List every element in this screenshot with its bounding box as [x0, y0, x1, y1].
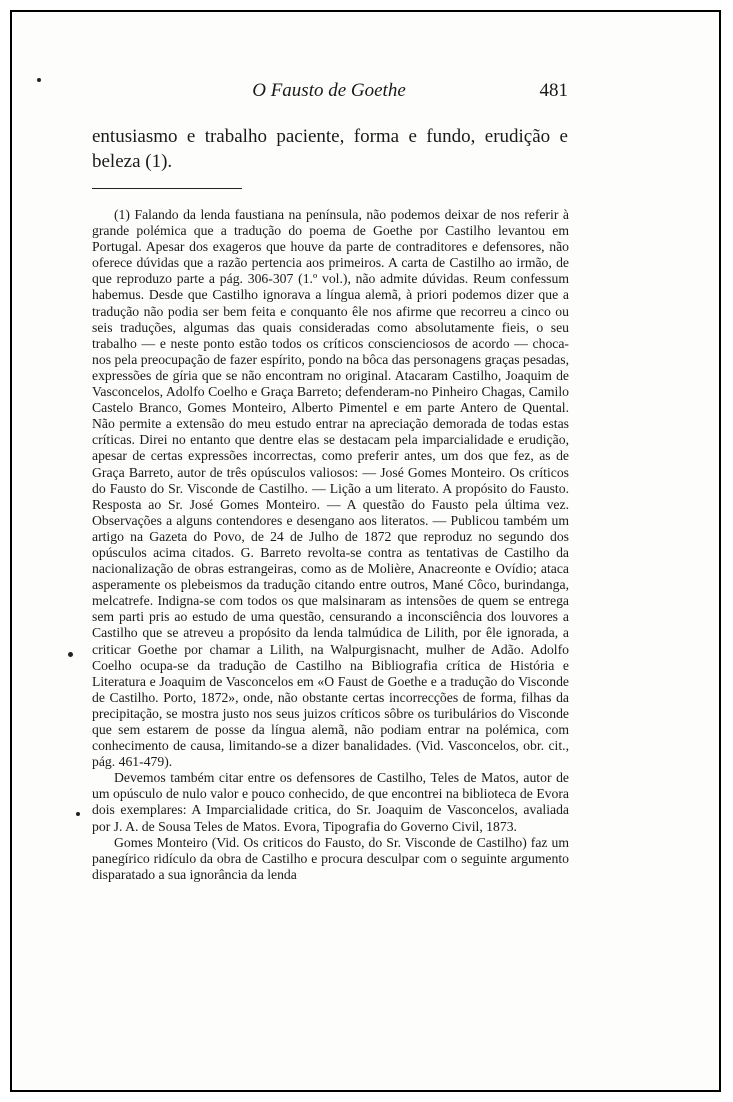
running-title: O Fausto de Goethe	[252, 80, 406, 101]
footnote-paragraph: Gomes Monteiro (Vid. Os criticos do Fausto, do Sr. Visconde de Castilho) faz um panegírico ridículo da obra de Castilho e procura desculpar com o seguinte argumento disparatado a sua ignorância da lenda	[92, 834, 569, 882]
footnote-paragraph: (1) Falando da lenda faustiana na península, não podemos deixar de nos referir à grande polémica que a tradução do poema de Goethe por Castilho levantou em Portugal. Apesar dos exageros que houve da parte de contraditores e defensores, não oferece dúvidas que a razão pertencia aos primeiros. A carta de Castilho ao irmão, de que reproduzo parte a pág. 306-307 (1.º vol.), não admite dúvidas. Reum confessum habemus. Desde que Castilho ignorava a língua alemã, à priori podemos dizer que a tradução não podia ser bem feita e conquanto êle nos afirme que recorreu a cinco ou seis traduções, algumas das quais consideradas como absolutamente fieis, o seu trabalho — e neste ponto estão todos os críticos conscienciosos de acordo — choca-nos pela preocupação de fazer espírito, pondo na bôca das personagens graças pesadas, expressões de gíria que se não encontram no original. Atacaram Castilho, Joaquim de Vasconcelos, Adolfo Coelho e Graça Barreto; defenderam-no Pinheiro Chagas, Camilo Castelo Branco, Gomes Monteiro, Alberto Pimentel e em parte Antero de Quental. Não permite a extensão do meu estudo entrar na apreciação demorada de todas estas críticas. Direi no entanto que dentre elas se destacam pela imparcialidade e erudição, apesar de certas expressões incorrectas, como preferir antes, um dos que fez, as de Graça Barreto, autor de três opúsculos valiosos: — José Gomes Monteiro. Os críticos do Fausto do Sr. Visconde de Castilho. — Lição a um literato. A propósito do Fausto. Resposta ao Sr. José Gomes Monteiro. — A questão do Fausto pela última vez. Observações a alguns contendores e desengano aos literatos. — Publicou também um artigo na Gazeta do Povo, de 24 de Julho de 1872 que reproduz no segundo dos opúsculos acima citados. G. Barreto revolta-se contra as tentativas de Castilho da nacionalização de obras estrangeiras, como as de Molière, Anacreonte e Ovídio; ataca asperamente os plebeismos da tradução citando entre outros, Mané Côco, burindanga, melcatrefe. Indigna-se com todos os que malsinaram as intensões de quem se entrega sem parti pris ao estudo de uma questão, censurando a inconsciência dos louvores a Castilho que se atreveu a propósito da lenda talmúdica de Lilith, por êle ignorada, a criticar Goethe por chamar a Lilith, na Walpurgisnacht, mulher de Adão. Adolfo Coelho ocupa-se da tradução de Castilho na Bibliografia crítica de História e Literatura e Joaquim de Vasconcelos em «O Faust de Goethe e a tradução do Visconde de Castilho. Porto, 1872», onde, não obstante certas incorrecções de forma, filhas da precipitação, se mostra justo nos seus juizos críticos sôbre os turibulários do Visconde que sem estarem de posse da língua alemã, não podiam entrar na polémica, com conhecimento de causa, limitando-se a dizer banalidades. (Vid. Vasconcelos, obr. cit., pág. 461-479).	[92, 207, 569, 770]
footnote-separator	[92, 188, 242, 189]
page-number: 481	[539, 80, 568, 101]
speck-mark	[76, 812, 80, 816]
footnote-paragraph: Devemos também citar entre os defensores de Castilho, Teles de Matos, autor de um opúsculo de nulo valor e pouco conhecido, de que encontrei na biblioteca de Evora dois exemplares: A Imparcialidade critica, do Sr. Joaquim de Vasconcelos, avaliada por J. A. de Sousa Teles de Matos. Evora, Tipografia do Governo Civil, 1873.	[92, 770, 569, 834]
speck-mark	[37, 78, 41, 82]
running-header	[90, 80, 568, 110]
footnote	[92, 207, 569, 883]
speck-mark	[68, 652, 73, 657]
body-text: entusiasmo e trabalho paciente, forma e fundo, erudição e beleza (1).	[92, 126, 568, 172]
